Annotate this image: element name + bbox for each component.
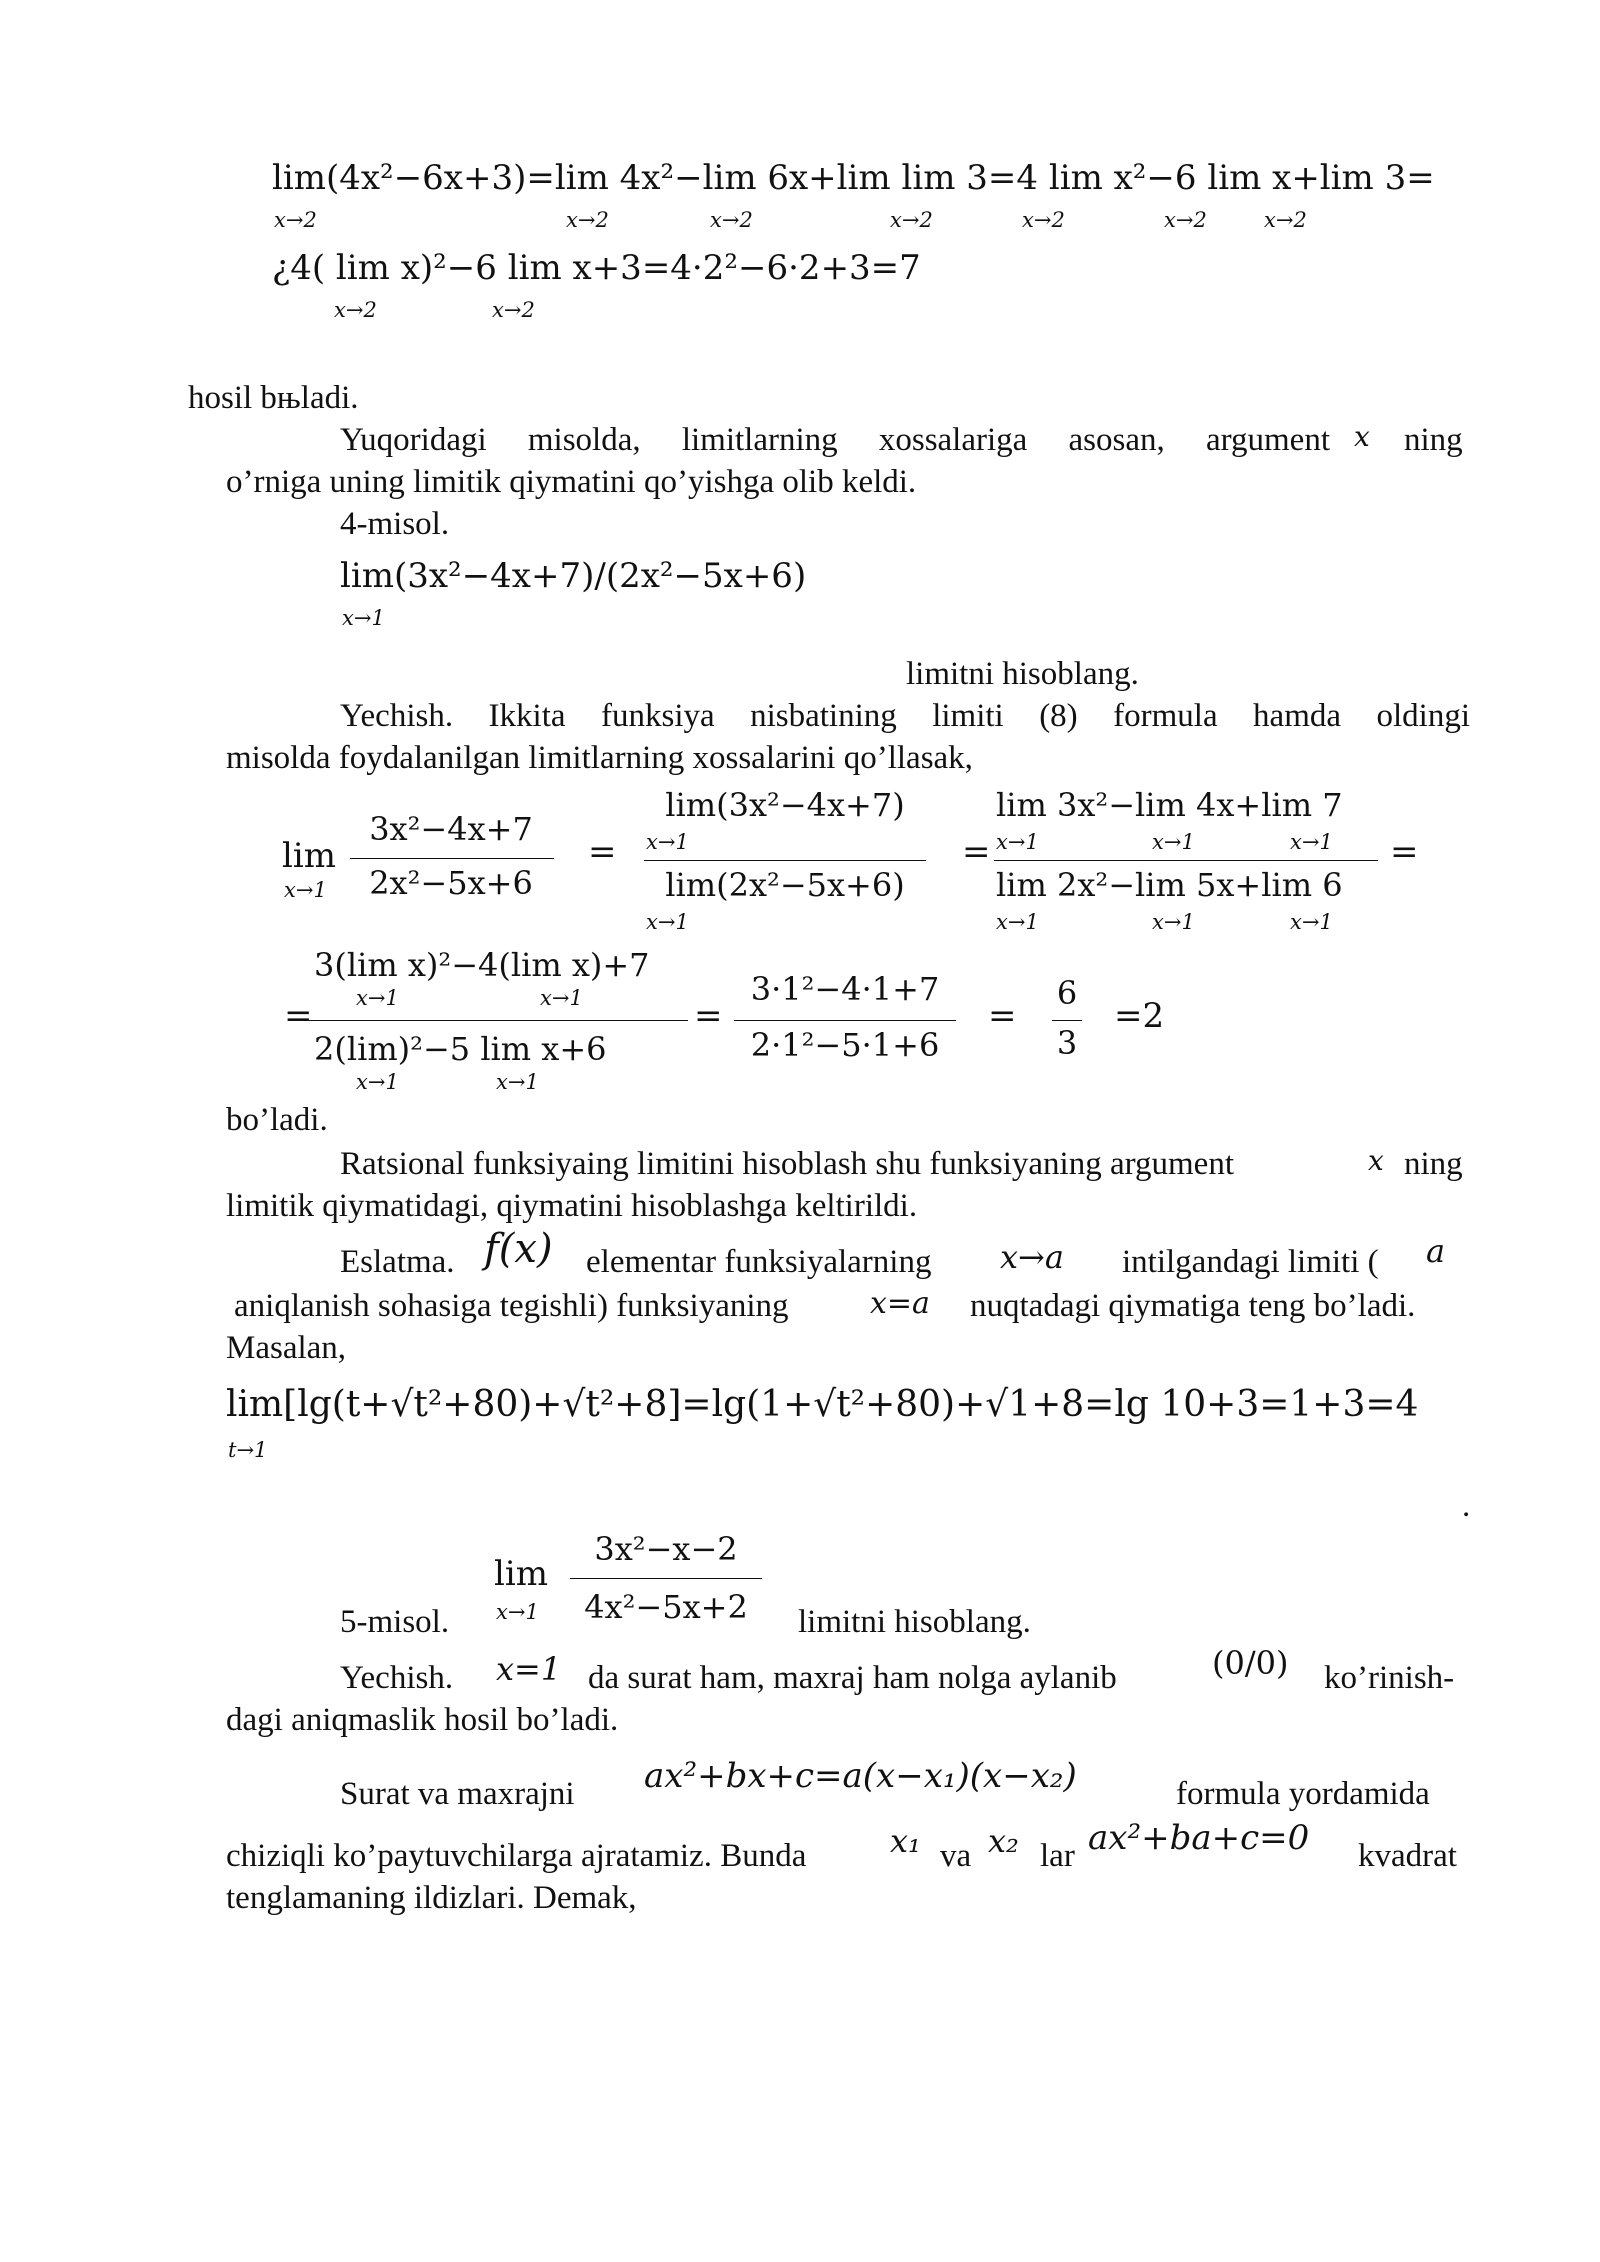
ex3-sub: x→2	[566, 208, 609, 232]
lim-sub: x→1	[356, 1070, 399, 1094]
math-x-to-a: x→a	[1000, 1238, 1064, 1276]
math-zero-over-zero: (0/0)	[1212, 1644, 1289, 1682]
equals-sign: =	[694, 996, 723, 1036]
fraction-denominator: 2·1²−5·1+6	[750, 1026, 940, 1064]
text-line: Eslatma.	[340, 1244, 455, 1280]
fraction-denominator: 2(lim)²−5 lim x+6	[314, 1030, 607, 1068]
text-line: lar	[1040, 1838, 1075, 1874]
result: =2	[1114, 996, 1165, 1036]
fraction-bar	[1052, 1020, 1082, 1021]
fraction-numerator: lim(3x²−4x+7)	[665, 786, 905, 824]
lim-operator: lim	[282, 836, 336, 876]
lim-sub: x→1	[540, 986, 583, 1010]
ex3-sub: x→2	[710, 208, 753, 232]
text-line: aniqlanish sohasiga tegishli) funksiyaning	[234, 1288, 789, 1324]
lim-sub: x→1	[646, 830, 689, 854]
fraction-denominator: 4x²−5x+2	[584, 1588, 748, 1626]
equals-sign: =	[988, 996, 1017, 1036]
text-line: tenglamaning ildizlari. Demak,	[226, 1880, 637, 1916]
text-line: va	[940, 1838, 972, 1874]
factor-formula: ax²+bx+c=a(x−x₁)(x−x₂)	[644, 1756, 1077, 1796]
math-fx: f(x)	[484, 1226, 553, 1272]
fraction-bar	[644, 860, 926, 861]
lim-sub: x→1	[356, 986, 399, 1010]
text-line: 4-misol.	[340, 506, 450, 542]
text-line: misolda foydalanilgan limitlarning xossalarini qo’llasak,	[226, 740, 973, 776]
text-line: ning	[1404, 422, 1463, 458]
equals-sign: =	[962, 832, 991, 872]
fraction-denominator: 3	[1056, 1024, 1078, 1062]
text-line: kvadrat	[1358, 1838, 1457, 1874]
fraction-numerator: 3x²−4x+7	[369, 810, 533, 848]
math-x1: x₁	[890, 1822, 921, 1860]
text-line: limitni hisoblang.	[798, 1604, 1031, 1640]
ex3-sub: x→2	[1022, 208, 1065, 232]
text-line: intilgandagi limiti (	[1122, 1244, 1379, 1280]
ex3-sub: x→2	[492, 298, 535, 322]
text-line: Ratsional funksiyaing limitini hisoblash shu funksiyaning argument	[340, 1146, 1234, 1182]
ex3-sub: x→2	[274, 208, 317, 232]
lim-sub: x→1	[996, 910, 1039, 934]
lim-sub: x→1	[1152, 910, 1195, 934]
text-line: elementar funksiyalarning	[586, 1244, 932, 1280]
text-line: o’rniga uning limitik qiymatini qo’yishga olib keldi.	[226, 464, 917, 500]
text-line: formula yordamida	[1176, 1776, 1430, 1812]
text-line: .	[1462, 1488, 1471, 1524]
lim-sub: x→1	[1152, 830, 1195, 854]
text-line: ning	[1404, 1146, 1463, 1182]
fraction-bar	[350, 858, 554, 859]
ex4-expression: lim(3x²−4x+7)/(2x²−5x+6)	[340, 556, 807, 596]
text-line: Yechish.	[340, 1660, 454, 1696]
equals-sign: =	[284, 996, 313, 1036]
lim-sub: x→1	[1290, 910, 1333, 934]
ex3-sub: x→2	[890, 208, 933, 232]
equals-sign: =	[588, 832, 617, 872]
math-x-eq-1: x=1	[496, 1650, 562, 1688]
ex3-sub: x→2	[334, 298, 377, 322]
fraction-denominator: lim 2x²−lim 5x+lim 6	[996, 866, 1343, 904]
math-x-eq-a: x=a	[870, 1286, 930, 1321]
math-x2: x₂	[988, 1822, 1019, 1860]
fraction-numerator: 3(lim x)²−4(lim x)+7	[314, 946, 650, 984]
text-line: 5-misol.	[340, 1604, 450, 1640]
text-line: Yuqoridagi misolda, limitlarning xossalariga asosan, argument	[340, 422, 1330, 458]
fraction-bar	[994, 860, 1378, 861]
fraction-numerator: 3x²−x−2	[594, 1530, 738, 1568]
lim-operator: lim	[494, 1554, 548, 1594]
text-line: ko’rinish-	[1324, 1660, 1455, 1696]
lim-sub: x→1	[996, 830, 1039, 854]
text-line: limitik qiymatidagi, qiymatini hisoblashga keltirildi.	[226, 1188, 918, 1224]
text-line: chiziqli ko’paytuvchilarga ajratamiz. Bunda	[226, 1838, 807, 1874]
math-symbol: a	[1426, 1232, 1446, 1270]
text-line: da surat ham, maxraj ham nolga aylanib	[588, 1660, 1117, 1696]
ex3-line1: lim(4x²−6x+3)=lim 4x²−lim 6x+lim lim 3=4 lim x²−6 lim x+lim 3=	[272, 158, 1435, 198]
fraction-bar	[734, 1020, 956, 1021]
text-line: limitni hisoblang.	[906, 656, 1139, 692]
text-line: Yechish. Ikkita funksiya nisbatining limiti (8) formula hamda oldingi	[340, 698, 1470, 734]
text-line: dagi aniqmaslik hosil bo’ladi.	[226, 1702, 619, 1738]
fraction-bar	[308, 1020, 688, 1021]
math-symbol: x	[1368, 1144, 1384, 1177]
fraction-bar	[570, 1578, 762, 1579]
lim-sub: x→1	[284, 878, 327, 902]
text-line: nuqtadagi qiymatiga teng bo’ladi.	[970, 1288, 1416, 1324]
lim-sub: x→1	[1290, 830, 1333, 854]
quadratic-equation: ax²+ba+c=0	[1088, 1818, 1310, 1858]
lim-sub: x→1	[646, 910, 689, 934]
ex4-sub: x→1	[342, 606, 385, 630]
lim-sub: x→1	[496, 1070, 539, 1094]
lim-sub: x→1	[496, 1600, 539, 1624]
equals-sign: =	[1390, 832, 1419, 872]
fraction-numerator: lim 3x²−lim 4x+lim 7	[996, 786, 1343, 824]
ex3-sub: x→2	[1264, 208, 1307, 232]
fraction-denominator: 2x²−5x+6	[369, 864, 533, 902]
text-line: hosil bњladi.	[188, 380, 359, 416]
text-line: bo’ladi.	[226, 1102, 328, 1138]
text-line: Surat va maxrajni	[340, 1776, 575, 1812]
fraction-numerator: 3·1²−4·1+7	[750, 970, 940, 1008]
ex3-sub: x→2	[1164, 208, 1207, 232]
lg-example: lim[lg(t+√t²+80)+√t²+8]=lg(1+√t²+80)+√1+8=lg 10+3=1+3=4	[226, 1384, 1419, 1425]
fraction-denominator: lim(2x²−5x+6)	[665, 866, 905, 904]
fraction-numerator: 6	[1056, 974, 1078, 1012]
math-symbol: x	[1354, 420, 1370, 453]
ex3-line2: ¿4( lim x)²−6 lim x+3=4·2²−6·2+3=7	[272, 248, 921, 288]
text-line: Masalan,	[226, 1330, 347, 1366]
lim-sub: t→1	[228, 1438, 268, 1462]
